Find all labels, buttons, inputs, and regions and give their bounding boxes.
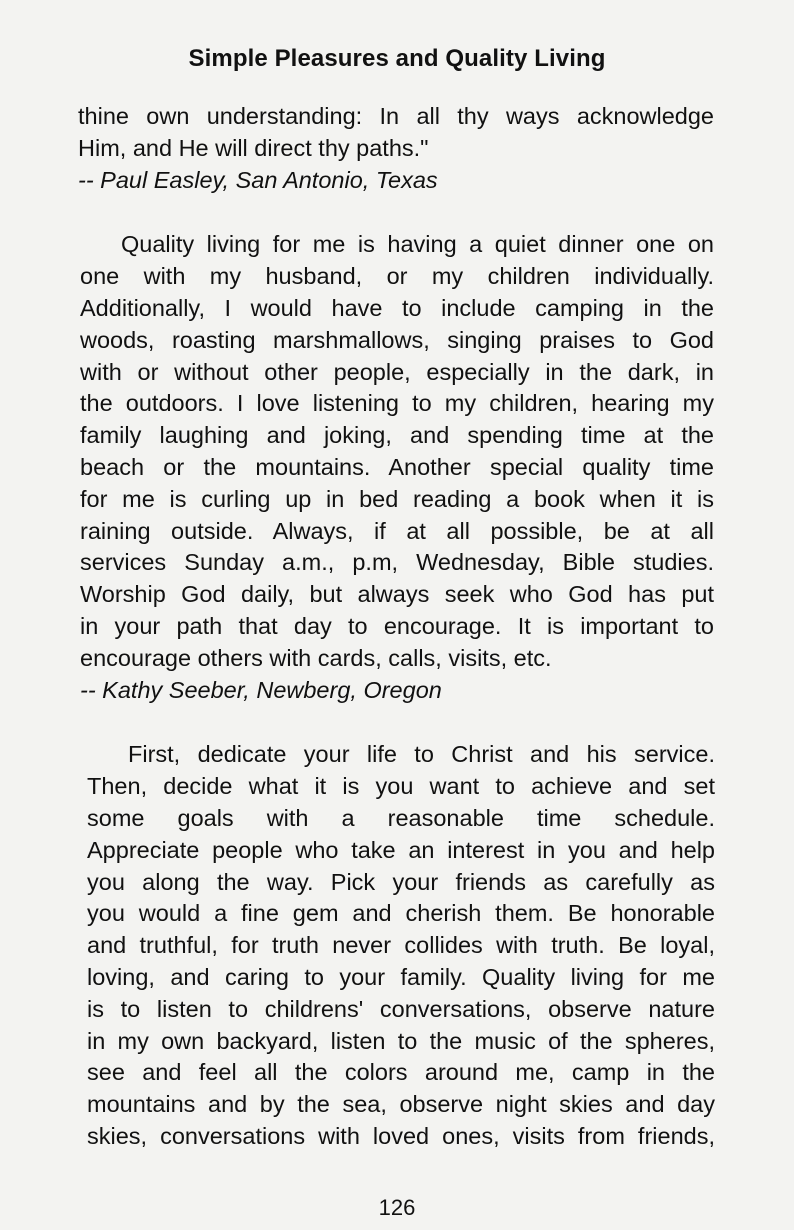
text-line: services Sunday a.m., p.m, Wednesday, Bible studies. [80,549,714,576]
text-line: with or without other people, especially in the dark, in [80,358,714,385]
text-line: family laughing and joking, and spending time at the [80,422,714,449]
text-line: see and feel all the colors around me, camp in the [87,1059,715,1086]
text-line: woods, roasting marshmallows, singing praises to God [80,326,714,353]
text-line: encourage others with cards, calls, visits, etc. [80,644,552,671]
text-line: and truthful, for truth never collides with truth. Be loyal, [87,932,715,959]
text-line: Worship God daily, but always seek who God has put [80,581,714,608]
page-number: 126 [378,1195,416,1220]
text-line: one with my husband, or my children individually. [80,263,714,290]
text-line: in my own backyard, listen to the music of the spheres, [87,1027,715,1054]
paragraph-gap [78,706,714,739]
text-line: you along the way. Pick your friends as carefully as [87,868,715,895]
paragraph-three [87,739,715,1152]
text-line: Appreciate people who take an interest in you and help [87,836,715,863]
text-line: skies, conversations with loved ones, visits from friends, [87,1122,715,1149]
paragraph-gap [78,196,714,229]
paragraph-seeber [80,229,714,706]
text-line: Him, and He will direct thy paths." [78,134,429,161]
text-line: beach or the mountains. Another special quality time [80,453,714,480]
attribution-easley: -- Paul Easley, San Antonio, Texas [78,166,438,193]
text-line: for me is curling up in bed reading a book when it is [80,485,714,512]
text-line: is to listen to childrens' conversations, observe nature [87,995,715,1022]
attribution-seeber: -- Kathy Seeber, Newberg, Oregon [80,676,442,703]
text-line: mountains and by the sea, observe night skies and day [87,1091,715,1118]
text-line: Then, decide what it is you want to achieve and set [87,773,715,800]
text-line: raining outside. Always, if at all possible, be at all [80,517,714,544]
text-line: you would a fine gem and cherish them. Be honorable [87,900,715,927]
text-line: Quality living for me is having a quiet dinner one on [121,231,714,258]
text-line: Additionally, I would have to include camping in the [80,294,714,321]
page-body [78,101,714,1153]
text-line: First, dedicate your life to Christ and his service. [128,741,715,768]
running-header: Simple Pleasures and Quality Living [188,45,606,72]
text-line: loving, and caring to your family. Quality living for me [87,963,715,990]
text-line: some goals with a reasonable time schedule. [87,804,715,831]
text-line: in your path that day to encourage. It is important to [80,612,714,639]
text-line: the outdoors. I love listening to my children, hearing my [80,390,714,417]
text-line: thine own understanding: In all thy ways acknowledge [78,103,714,129]
quote-continuation [78,101,714,196]
